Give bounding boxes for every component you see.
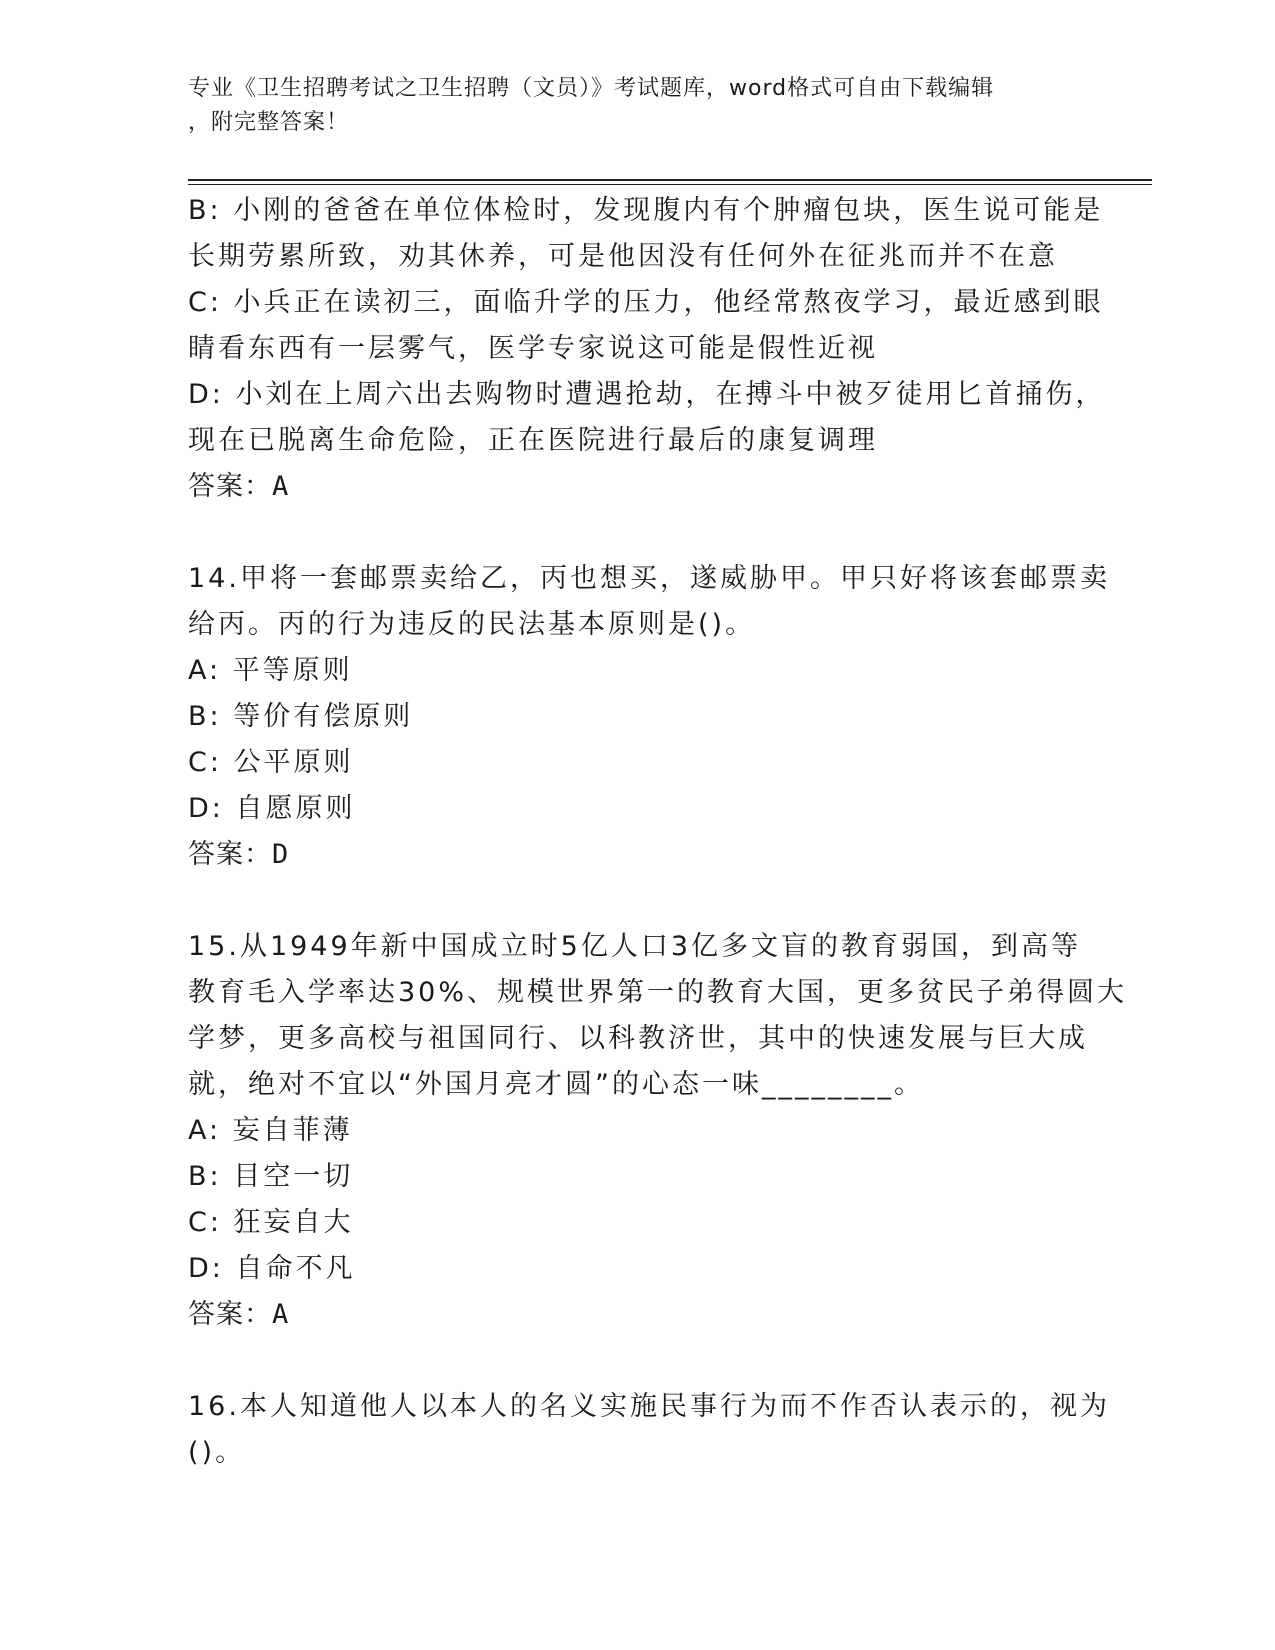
header-line-1: 专业《卫生招聘考试之卫生招聘（文员）》考试题库，word格式可自由下载编辑: [188, 76, 995, 101]
answer: 答案：A: [188, 1299, 290, 1330]
option-b: B: 等价有偿原则: [188, 701, 414, 732]
option-a: A: 妄自菲薄: [188, 1115, 353, 1146]
page-header: [188, 72, 1088, 140]
question-content: [188, 188, 1128, 1476]
option-b-line-1: B: 小刚的爸爸在单位体检时，发现腹内有个肿瘤包块，医生说可能是: [188, 195, 1104, 226]
option-c: C: 狂妄自大: [188, 1207, 354, 1238]
spacer: [188, 878, 1088, 924]
option-d-line-2: 现在已脱离生命危险，正在医院进行最后的康复调理: [188, 425, 878, 456]
option-d: D: 自愿原则: [188, 793, 356, 824]
option-a: A: 平等原则: [188, 655, 353, 686]
question-13-tail: [188, 188, 1106, 510]
option-b-line-2: 长期劳累所致，劝其休养，可是他因没有任何外在征兆而并不在意: [188, 241, 1058, 272]
option-d: D: 自命不凡: [188, 1253, 356, 1284]
spacer: [188, 1338, 1088, 1384]
question-stem-line-3: 学梦，更多高校与祖国同行、以科教济世，其中的快速发展与巨大成: [188, 1023, 1088, 1054]
question-stem-line-2: ()。: [188, 1437, 246, 1468]
question-stem-line-1: 16.本人知道他人以本人的名义实施民事行为而不作否认表示的，视为: [188, 1391, 1110, 1422]
option-c: C: 公平原则: [188, 747, 354, 778]
question-stem-line-4: 就，绝对不宜以“外国月亮才圆”的心态一味________。: [188, 1069, 924, 1100]
question-14: [188, 556, 1110, 878]
answer: 答案：D: [188, 839, 290, 870]
option-c-line-2: 睛看东西有一层雾气，医学专家说这可能是假性近视: [188, 333, 878, 364]
question-stem-line-2: 教育毛入学率达30%、规模世界第一的教育大国，更多贫民子弟得圆大: [188, 977, 1128, 1008]
header-divider: [188, 179, 1152, 181]
option-d-line-1: D: 小刘在上周六出去购物时遭遇抢劫，在搏斗中被歹徒用匕首捅伤，: [188, 379, 1106, 410]
question-stem-line-1: 15.从1949年新中国成立时5亿人口3亿多文盲的教育弱国，到高等: [188, 931, 1082, 962]
question-stem-line-1: 14.甲将一套邮票卖给乙，丙也想买，遂威胁甲。甲只好将该套邮票卖: [188, 563, 1110, 594]
header-divider-thin: [188, 184, 1152, 185]
question-15: [188, 924, 1128, 1338]
answer: 答案：A: [188, 471, 290, 502]
spacer: [188, 510, 1088, 556]
option-c-line-1: C: 小兵正在读初三，面临升学的压力，他经常熬夜学习，最近感到眼: [188, 287, 1104, 318]
question-stem-line-2: 给丙。丙的行为违反的民法基本原则是()。: [188, 609, 756, 640]
option-b: B: 目空一切: [188, 1161, 354, 1192]
question-16: [188, 1384, 1110, 1476]
header-line-2: ，附完整答案！: [188, 110, 350, 135]
